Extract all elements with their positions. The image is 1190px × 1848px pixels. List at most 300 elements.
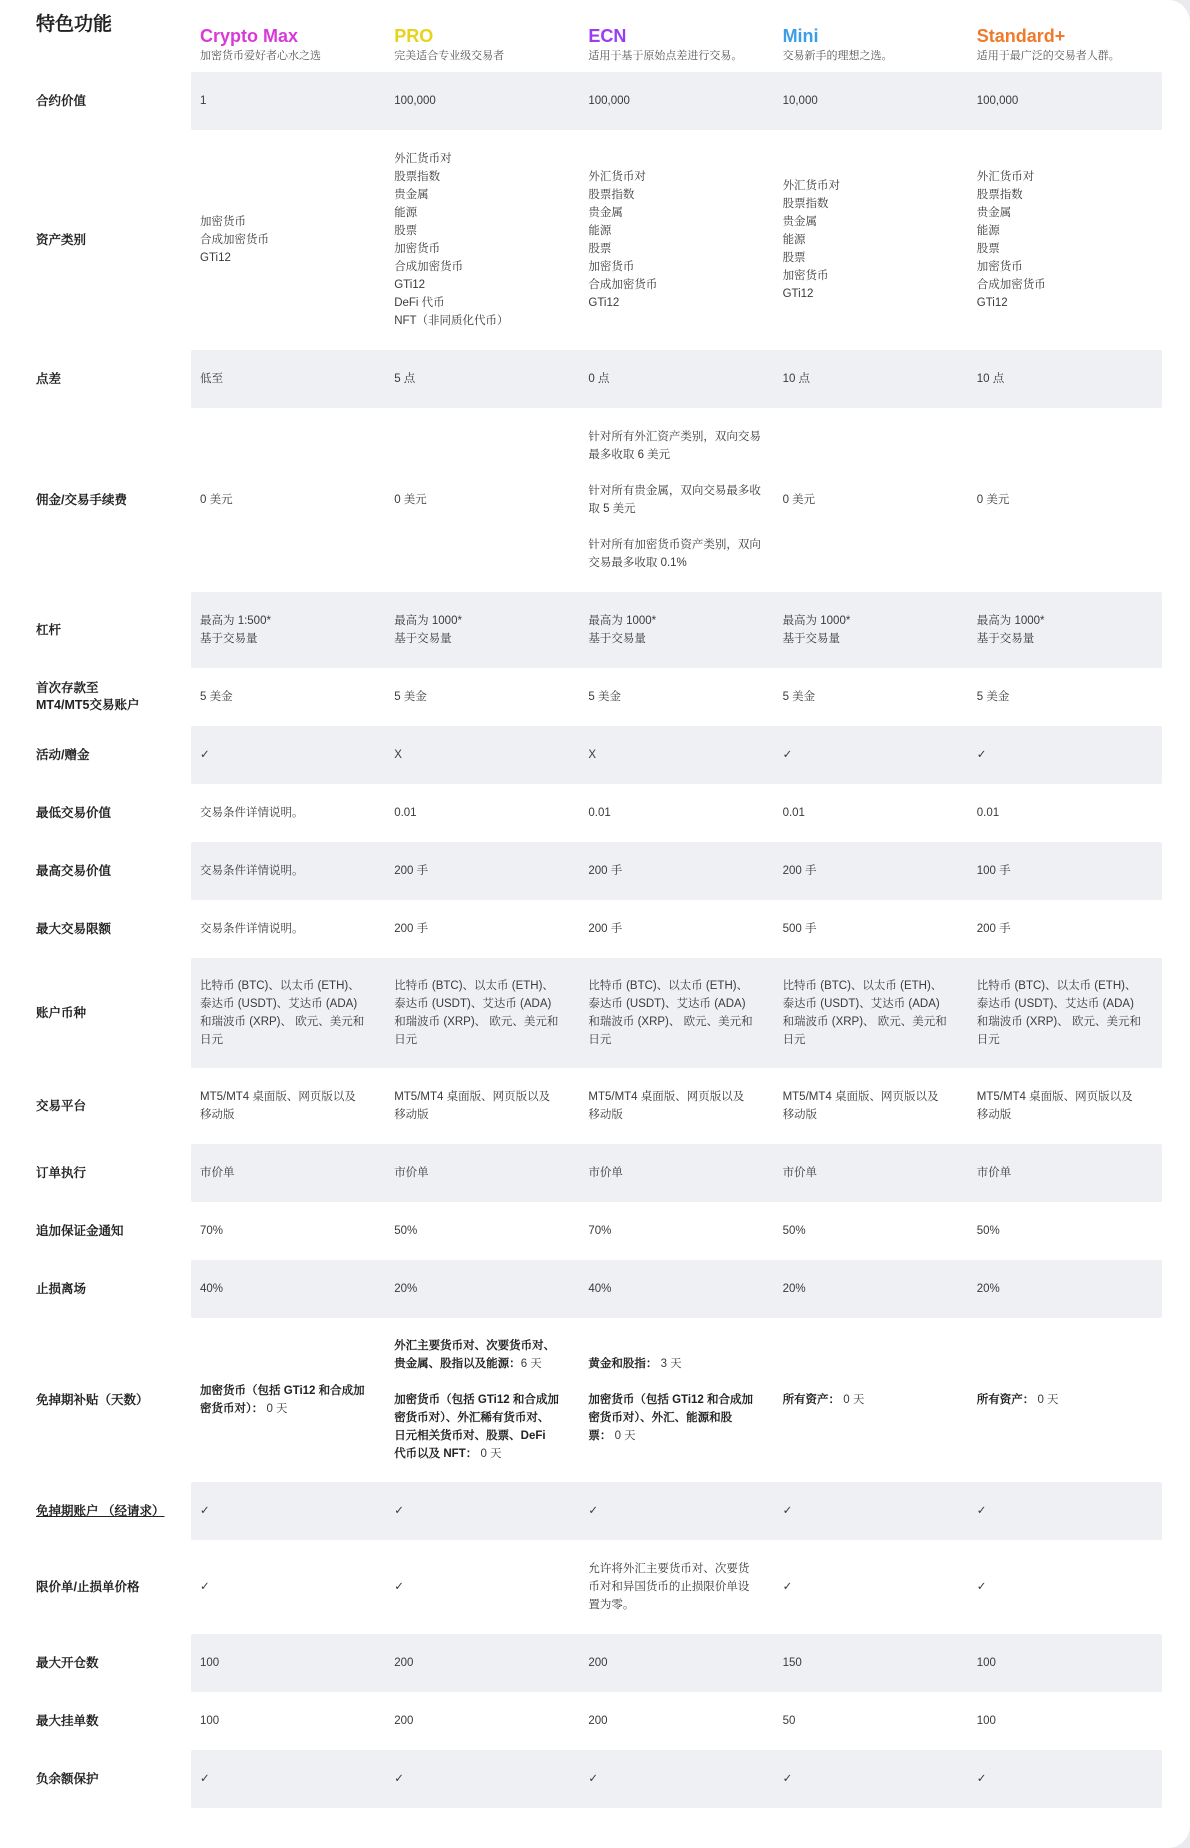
swap-free-asset-text: 贵金属、股指以及能源：: [394, 1358, 521, 1370]
stop-out-cell-crypto-max: 40%: [200, 1283, 224, 1295]
margin-call-cells: [191, 1202, 1162, 1260]
max-trade-limit-cell-standard-plus: 200 手: [976, 923, 1011, 935]
trading-platform-cell-ecn: [579, 1088, 773, 1124]
swap-free-paragraph: [588, 1355, 765, 1373]
account-subtitle-mini: 交易新手的理想之选。: [782, 50, 893, 62]
asset-class-line: 合成加密货币: [200, 234, 269, 246]
swap-free-line: [200, 1400, 377, 1418]
commission-cell-standard-plus: 0 美元: [976, 494, 1010, 506]
asset-class-line: 加密货币: [200, 216, 246, 228]
swap-free-days-value: 6 天: [520, 1358, 542, 1370]
max-open-positions-cell-crypto-max: 100: [200, 1657, 220, 1669]
asset-class-line: 贵金属: [782, 216, 818, 228]
max-open-positions-cells: [191, 1634, 1162, 1692]
swap-free-days-cell-ecn: [579, 1355, 773, 1445]
account-currency-line: 和瑞波币 (XRP)、 欧元、美元和: [588, 1016, 753, 1028]
account-headers: [191, 0, 1162, 72]
negative-balance-protection-cell-standard-plus: ✓: [976, 1773, 987, 1785]
table-header-row: [36, 0, 1162, 72]
swap-free-days-value: 0 天: [1034, 1394, 1059, 1406]
max-trade-limit-cell-pro: 200 手: [394, 923, 429, 935]
leverage-cell-crypto-max: [191, 612, 385, 648]
max-trade-value-cells: [191, 842, 1162, 900]
trading-platform-line: MT5/MT4 桌面版、网页版以及: [588, 1091, 745, 1103]
stop-out-cells: [191, 1260, 1162, 1318]
asset-class-line: 加密货币: [394, 243, 441, 255]
account-subtitle-ecn: 适用于基于原始点差进行交易。: [588, 50, 743, 62]
limit-stop-price-cells: [191, 1540, 1162, 1634]
max-pending-orders-cell-mini: 50: [782, 1715, 796, 1727]
asset-class-line: DeFi 代币: [394, 297, 445, 309]
max-open-positions-cell-mini: 150: [782, 1657, 802, 1669]
negative-balance-protection-cells: [191, 1750, 1162, 1808]
leverage-line: 基于交易量: [200, 633, 258, 645]
swap-free-line: [394, 1427, 571, 1445]
account-subtitle-pro: 完美适合专业级交易者: [394, 50, 505, 62]
swap-free-account-cell-standard-plus: ✓: [976, 1505, 987, 1517]
max-trade-value-cell-pro: 200 手: [394, 865, 429, 877]
trading-platform-line: 移动版: [200, 1109, 235, 1121]
limit-stop-price-row: [36, 1540, 1162, 1634]
promotions-row: [36, 726, 1162, 784]
first-deposit-cell-standard-plus: 5 美金: [976, 691, 1010, 703]
account-name-mini: Mini: [782, 26, 819, 46]
max-trade-value-cell-mini: 200 手: [782, 865, 817, 877]
max-open-positions-cell-standard-plus: 100: [976, 1657, 996, 1669]
order-execution-cells: [191, 1144, 1162, 1202]
swap-free-days-label: 免掉期补贴（天数）: [36, 1392, 149, 1407]
asset-class-cell-pro: [385, 150, 579, 330]
leverage-cell-mini: [774, 612, 968, 648]
max-pending-orders-label: 最大挂单数: [36, 1713, 99, 1728]
contract-value-row: [36, 72, 1162, 130]
max-trade-value-cell-ecn: 200 手: [588, 865, 623, 877]
swap-free-paragraph: [394, 1391, 571, 1463]
commission-cells: [191, 408, 1162, 592]
leverage-cell-standard-plus: [968, 612, 1162, 648]
swap-free-asset-text: 代币以及 NFT：: [394, 1448, 478, 1460]
contract-value-cell-standard-plus: 100,000: [976, 95, 1019, 107]
swap-free-line: [394, 1409, 571, 1427]
min-trade-value-cell-mini: 0.01: [782, 807, 805, 819]
asset-class-row: [36, 130, 1162, 350]
account-comparison-table: [36, 0, 1162, 1808]
asset-class-line: 股票: [976, 243, 1000, 255]
negative-balance-protection-row: [36, 1750, 1162, 1808]
swap-free-account-cell-ecn: ✓: [588, 1505, 599, 1517]
asset-class-line: 贵金属: [976, 207, 1012, 219]
max-pending-orders-cell-crypto-max: 100: [200, 1715, 220, 1727]
swap-free-days-cells: [191, 1318, 1162, 1482]
trading-platform-line: 移动版: [394, 1109, 429, 1121]
swap-free-days-cell-standard-plus: [968, 1391, 1162, 1409]
negative-balance-protection-cell-mini: ✓: [782, 1773, 793, 1785]
asset-class-cell-standard-plus: [968, 168, 1162, 312]
limit-stop-price-label: 限价单/止损单价格: [36, 1579, 140, 1594]
account-currency-line: 泰达币 (USDT)、艾达币 (ADA): [588, 998, 746, 1010]
trading-platform-cell-crypto-max: [191, 1088, 385, 1124]
swap-free-account-cells: [191, 1482, 1162, 1540]
asset-class-line: 股票: [782, 252, 806, 264]
leverage-cells: [191, 592, 1162, 668]
account-currency-line: 和瑞波币 (XRP)、 欧元、美元和: [394, 1016, 559, 1028]
asset-class-line: NFT（非同质化代币）: [394, 315, 509, 327]
trading-platform-line: MT5/MT4 桌面版、网页版以及: [394, 1091, 551, 1103]
swap-free-asset-text: 密货币对）、外汇、能源和股: [588, 1412, 733, 1424]
asset-class-cell-mini: [774, 177, 968, 303]
promotions-label: 活动/赠金: [36, 747, 90, 762]
asset-class-line: 能源: [394, 207, 418, 219]
promotions-cell-pro: X: [394, 749, 402, 761]
swap-free-line: [200, 1382, 377, 1400]
account-name-crypto-max: Crypto Max: [200, 26, 299, 46]
swap-free-days-cell-pro: [385, 1337, 579, 1463]
swap-free-asset-text: 票：: [588, 1430, 612, 1442]
account-currency-line: 比特币 (BTC)、以太币 (ETH)、: [394, 980, 554, 992]
asset-class-line: 股票指数: [394, 171, 441, 183]
commission-cell-mini: 0 美元: [782, 494, 816, 506]
contract-value-cell-pro: 100,000: [394, 95, 436, 107]
swap-free-asset-text: 所有资产：: [976, 1394, 1035, 1406]
account-currency-line: 泰达币 (USDT)、艾达币 (ADA): [200, 998, 358, 1010]
min-trade-value-cells: [191, 784, 1162, 842]
swap-free-asset-text: 加密货币（包括 GTi12 和合成加: [394, 1394, 559, 1406]
swap-free-days-cell-mini: [774, 1391, 968, 1409]
leverage-cell-ecn: [579, 612, 773, 648]
asset-class-line: 能源: [976, 225, 1000, 237]
asset-class-line: GTi12: [394, 279, 426, 291]
max-pending-orders-cell-pro: 200: [394, 1715, 414, 1727]
account-currency-line: 日元: [200, 1034, 223, 1046]
swap-free-days-value: 0 天: [611, 1430, 636, 1442]
trading-platform-line: MT5/MT4 桌面版、网页版以及: [200, 1091, 356, 1103]
trading-platform-line: 移动版: [782, 1109, 818, 1121]
spread-cell-ecn: 0 点: [588, 373, 610, 385]
swap-free-line: [588, 1409, 765, 1427]
trading-platform-line: MT5/MT4 桌面版、网页版以及: [782, 1091, 939, 1103]
commission-ecn-paragraph: 针对所有贵金属，双向交易最多收取 5 美元: [588, 485, 761, 515]
leverage-line: 基于交易量: [782, 633, 841, 645]
commission-cell-crypto-max: 0 美元: [200, 494, 233, 506]
negative-balance-protection-label: 负余额保护: [36, 1771, 99, 1786]
account-currency-line: 和瑞波币 (XRP)、 欧元、美元和: [200, 1016, 365, 1028]
first-deposit-cell-pro: 5 美金: [394, 691, 427, 703]
account-currency-cell-crypto-max: [191, 977, 385, 1049]
limit-stop-price-cell-crypto-max: ✓: [200, 1581, 210, 1593]
swap-free-asset-text: 日元相关货币对、股票、DeFi: [394, 1430, 546, 1442]
asset-class-line: GTi12: [588, 297, 620, 309]
max-trade-limit-label: 最大交易限额: [36, 921, 112, 936]
limit-stop-price-cell-pro: ✓: [394, 1581, 404, 1593]
asset-class-line: 股票指数: [588, 189, 635, 201]
swap-free-account-cell-crypto-max: ✓: [200, 1505, 210, 1517]
swap-free-account-cell-pro: ✓: [394, 1505, 404, 1517]
trading-platform-cell-standard-plus: [968, 1088, 1162, 1124]
account-header-ecn: [579, 7, 773, 65]
asset-class-line: GTi12: [976, 297, 1008, 309]
account-currency-line: 和瑞波币 (XRP)、 欧元、美元和: [782, 1016, 947, 1028]
leverage-line: 基于交易量: [588, 633, 646, 645]
asset-class-line: 加密货币: [976, 261, 1023, 273]
swap-free-asset-text: 黄金和股指：: [588, 1358, 658, 1370]
order-execution-cell-mini: 市价单: [782, 1167, 818, 1179]
spread-cells: [191, 350, 1162, 408]
account-currency-line: 比特币 (BTC)、以太币 (ETH)、: [200, 980, 360, 992]
account-name-ecn: ECN: [588, 26, 627, 46]
first-deposit-row: [36, 668, 1162, 726]
min-trade-value-cell-pro: 0.01: [394, 807, 417, 819]
order-execution-row: [36, 1144, 1162, 1202]
leverage-line: 最高为 1000*: [976, 615, 1045, 627]
account-subtitle-standard-plus: 适用于最广泛的交易者人群。: [976, 50, 1120, 62]
stop-out-label: 止损离场: [36, 1281, 87, 1296]
leverage-label: 杠杆: [36, 622, 62, 637]
asset-class-line: 外汇货币对: [782, 180, 841, 192]
commission-row: [36, 408, 1162, 592]
asset-class-label: 资产类别: [36, 232, 87, 247]
account-currency-cell-standard-plus: [968, 977, 1162, 1049]
negative-balance-protection-cell-crypto-max: ✓: [200, 1773, 210, 1785]
first-deposit-label-line: 首次存款至: [36, 681, 99, 695]
swap-free-asset-text: 加密货币（包括 GTi12 和合成加: [588, 1394, 754, 1406]
asset-class-line: 合成加密货币: [588, 279, 658, 291]
asset-class-line: GTi12: [782, 288, 814, 300]
swap-free-asset-text: 加密货币（包括 GTi12 和合成加: [200, 1385, 365, 1397]
commission-label: 佣金/交易手续费: [36, 492, 127, 507]
trading-platform-cells: [191, 1068, 1162, 1144]
account-currency-line: 比特币 (BTC)、以太币 (ETH)、: [588, 980, 749, 992]
asset-class-line: 外汇货币对: [976, 171, 1035, 183]
swap-free-days-value: 0 天: [840, 1394, 865, 1406]
spread-cell-pro: 5 点: [394, 373, 416, 385]
account-name-pro: PRO: [394, 26, 434, 46]
max-pending-orders-cell-ecn: 200: [588, 1715, 608, 1727]
asset-class-cell-crypto-max: [191, 213, 385, 267]
trading-platform-row: [36, 1068, 1162, 1144]
account-subtitle-crypto-max: 加密货币爱好者心水之选: [200, 50, 321, 62]
min-trade-value-row: [36, 784, 1162, 842]
asset-class-line: GTi12: [200, 252, 231, 264]
order-execution-cell-ecn: 市价单: [588, 1167, 623, 1179]
min-trade-value-cell-ecn: 0.01: [588, 807, 611, 819]
swap-free-days-value: 3 天: [657, 1358, 682, 1370]
swap-free-account-row: [36, 1482, 1162, 1540]
max-pending-orders-row: [36, 1692, 1162, 1750]
negative-balance-protection-cell-ecn: ✓: [588, 1773, 599, 1785]
margin-call-cell-pro: 50%: [394, 1225, 418, 1237]
max-pending-orders-cell-standard-plus: 100: [976, 1715, 996, 1727]
contract-value-cell-ecn: 100,000: [588, 95, 630, 107]
margin-call-cell-ecn: 70%: [588, 1225, 612, 1237]
negative-balance-protection-cell-pro: ✓: [394, 1773, 404, 1785]
swap-free-asset-text: 所有资产：: [782, 1394, 841, 1406]
account-currency-cells: [191, 958, 1162, 1068]
account-currency-line: 日元: [394, 1034, 418, 1046]
account-currency-cell-ecn: [579, 977, 773, 1049]
promotions-cell-standard-plus: ✓: [976, 749, 987, 761]
asset-class-line: 贵金属: [588, 207, 623, 219]
swap-free-asset-text: 密货币对）、外汇稀有货币对、: [394, 1412, 550, 1424]
first-deposit-cell-mini: 5 美金: [782, 691, 816, 703]
account-currency-line: 比特币 (BTC)、以太币 (ETH)、: [782, 980, 943, 992]
max-trade-limit-row: [36, 900, 1162, 958]
order-execution-cell-crypto-max: 市价单: [200, 1167, 235, 1179]
commission-ecn-paragraph: 针对所有加密货币资产类别，双向交易最多收取 0.1%: [588, 539, 761, 569]
order-execution-cell-pro: 市价单: [394, 1167, 429, 1179]
account-header-pro: [385, 7, 579, 65]
margin-call-label: 追加保证金通知: [36, 1223, 124, 1238]
spread-cell-standard-plus: 10 点: [976, 373, 1005, 385]
margin-call-cell-standard-plus: 50%: [976, 1225, 1000, 1237]
trading-platform-line: 移动版: [976, 1109, 1012, 1121]
account-currency-line: 日元: [976, 1034, 1000, 1046]
account-currency-line: 比特币 (BTC)、以太币 (ETH)、: [976, 980, 1137, 992]
asset-class-cells: [191, 130, 1162, 350]
asset-class-line: 加密货币: [588, 261, 635, 273]
asset-class-line: 股票: [588, 243, 612, 255]
stop-out-row: [36, 1260, 1162, 1318]
features-title: 特色功能: [36, 14, 113, 35]
trading-platform-cell-mini: [774, 1088, 968, 1124]
account-currency-row: [36, 958, 1162, 1068]
stop-out-cell-mini: 20%: [782, 1283, 806, 1295]
min-trade-value-cell-standard-plus: 0.01: [976, 807, 1000, 819]
account-header-standard-plus: [968, 7, 1162, 65]
stop-out-cell-standard-plus: 20%: [976, 1283, 1000, 1295]
max-trade-value-cell-crypto-max: 交易条件详情说明。: [200, 865, 304, 877]
swap-free-line: [394, 1355, 571, 1373]
limit-stop-ecn-line: 币对和异国货币的止损限价单设: [588, 1581, 750, 1593]
max-trade-value-row: [36, 842, 1162, 900]
asset-class-line: 外汇货币对: [588, 171, 646, 183]
swap-free-account-link[interactable]: 免掉期账户 （经请求）: [36, 1503, 165, 1518]
spread-cell-crypto-max: 低至: [200, 373, 223, 385]
leverage-cell-pro: [385, 612, 579, 648]
limit-stop-price-cell-mini: ✓: [782, 1581, 793, 1593]
first-deposit-cell-crypto-max: 5 美金: [200, 691, 233, 703]
asset-class-line: 能源: [782, 234, 806, 246]
swap-free-days-row: [36, 1318, 1162, 1482]
trading-platform-line: 移动版: [588, 1109, 623, 1121]
leverage-line: 最高为 1000*: [782, 615, 851, 627]
swap-free-asset-text: 外汇主要货币对、次要货币对、: [394, 1340, 556, 1352]
stop-out-cell-pro: 20%: [394, 1283, 418, 1295]
swap-free-days-cell-crypto-max: [191, 1382, 385, 1418]
max-trade-limit-cell-crypto-max: 交易条件详情说明。: [200, 923, 304, 935]
commission-cell-pro: 0 美元: [394, 494, 427, 506]
max-open-positions-cell-ecn: 200: [588, 1657, 608, 1669]
swap-free-paragraph: [588, 1391, 765, 1445]
max-open-positions-label: 最大开仓数: [36, 1655, 99, 1670]
account-currency-line: 日元: [588, 1034, 612, 1046]
asset-class-line: 股票: [394, 225, 418, 237]
account-currency-line: 和瑞波币 (XRP)、 欧元、美元和: [976, 1016, 1141, 1028]
max-trade-value-cell-standard-plus: 100 手: [976, 865, 1011, 877]
promotions-cell-mini: ✓: [782, 749, 793, 761]
account-header-crypto-max: [191, 7, 385, 65]
swap-free-asset-text: 密货币对）：: [200, 1403, 264, 1415]
min-trade-value-label: 最低交易价值: [36, 805, 112, 820]
max-trade-value-label: 最高交易价值: [36, 863, 112, 878]
commission-cell-ecn: [579, 428, 773, 572]
asset-class-line: 加密货币: [782, 270, 829, 282]
trading-platform-line: MT5/MT4 桌面版、网页版以及: [976, 1091, 1133, 1103]
min-trade-value-cell-crypto-max: 交易条件详情说明。: [200, 807, 304, 819]
first-deposit-label: [36, 680, 191, 714]
account-header-mini: [774, 7, 968, 65]
trading-platform-label: 交易平台: [36, 1098, 87, 1113]
asset-class-line: 外汇货币对: [394, 153, 452, 165]
promotions-cell-ecn: X: [588, 749, 597, 761]
trading-platform-cell-pro: [385, 1088, 579, 1124]
swap-free-line: [588, 1391, 765, 1409]
first-deposit-label-line: MT4/MT5交易账户: [36, 698, 140, 712]
limit-stop-price-cell-ecn: [579, 1560, 773, 1614]
account-currency-line: 泰达币 (USDT)、艾达币 (ADA): [976, 998, 1134, 1010]
spread-label: 点差: [36, 371, 62, 386]
asset-class-line: 股票指数: [976, 189, 1023, 201]
swap-free-line: [588, 1427, 765, 1445]
account-currency-cell-pro: [385, 977, 579, 1049]
margin-call-cell-crypto-max: 70%: [200, 1225, 224, 1237]
leverage-line: 最高为 1000*: [588, 615, 657, 627]
max-open-positions-cell-pro: 200: [394, 1657, 414, 1669]
asset-class-line: 股票指数: [782, 198, 829, 210]
swap-free-days-value: 0 天: [477, 1448, 502, 1460]
asset-class-line: 合成加密货币: [394, 261, 464, 273]
commission-ecn-paragraph: 针对所有外汇资产类别，双向交易最多收取 6 美元: [588, 431, 761, 461]
account-currency-cell-mini: [774, 977, 968, 1049]
swap-free-line: [394, 1391, 571, 1409]
swap-free-line: [394, 1445, 571, 1463]
margin-call-row: [36, 1202, 1162, 1260]
promotions-cell-crypto-max: ✓: [200, 749, 210, 761]
max-open-positions-row: [36, 1634, 1162, 1692]
order-execution-label: 订单执行: [36, 1165, 87, 1180]
limit-stop-price-cell-standard-plus: ✓: [976, 1581, 987, 1593]
first-deposit-cells: [191, 668, 1162, 726]
asset-class-line: 能源: [588, 225, 612, 237]
margin-call-cell-mini: 50%: [782, 1225, 806, 1237]
asset-class-line: 合成加密货币: [976, 279, 1046, 291]
contract-value-cell-crypto-max: 1: [200, 95, 207, 107]
promotions-cells: [191, 726, 1162, 784]
swap-free-account-cell-mini: ✓: [782, 1505, 793, 1517]
limit-stop-ecn-line: 允许将外汇主要货币对、次要货: [588, 1563, 750, 1575]
max-trade-limit-cell-ecn: 200 手: [588, 923, 623, 935]
leverage-line: 最高为 1000*: [394, 615, 462, 627]
spread-row: [36, 350, 1162, 408]
leverage-row: [36, 592, 1162, 668]
max-pending-orders-cells: [191, 1692, 1162, 1750]
max-trade-limit-cell-mini: 500 手: [782, 923, 817, 935]
first-deposit-cell-ecn: 5 美金: [588, 691, 621, 703]
asset-class-line: 贵金属: [394, 189, 429, 201]
order-execution-cell-standard-plus: 市价单: [976, 1167, 1012, 1179]
leverage-line: 基于交易量: [976, 633, 1035, 645]
leverage-line: 最高为 1:500*: [200, 615, 271, 627]
contract-value-label: 合约价值: [36, 93, 87, 108]
max-trade-limit-cells: [191, 900, 1162, 958]
contract-value-cells: [191, 72, 1162, 130]
swap-free-line: [394, 1337, 571, 1355]
account-currency-line: 泰达币 (USDT)、艾达币 (ADA): [394, 998, 552, 1010]
account-currency-line: 日元: [782, 1034, 806, 1046]
stop-out-cell-ecn: 40%: [588, 1283, 612, 1295]
swap-free-paragraph: [394, 1337, 571, 1373]
account-currency-label: 账户币种: [36, 1005, 87, 1020]
limit-stop-ecn-line: 置为零。: [588, 1599, 635, 1611]
